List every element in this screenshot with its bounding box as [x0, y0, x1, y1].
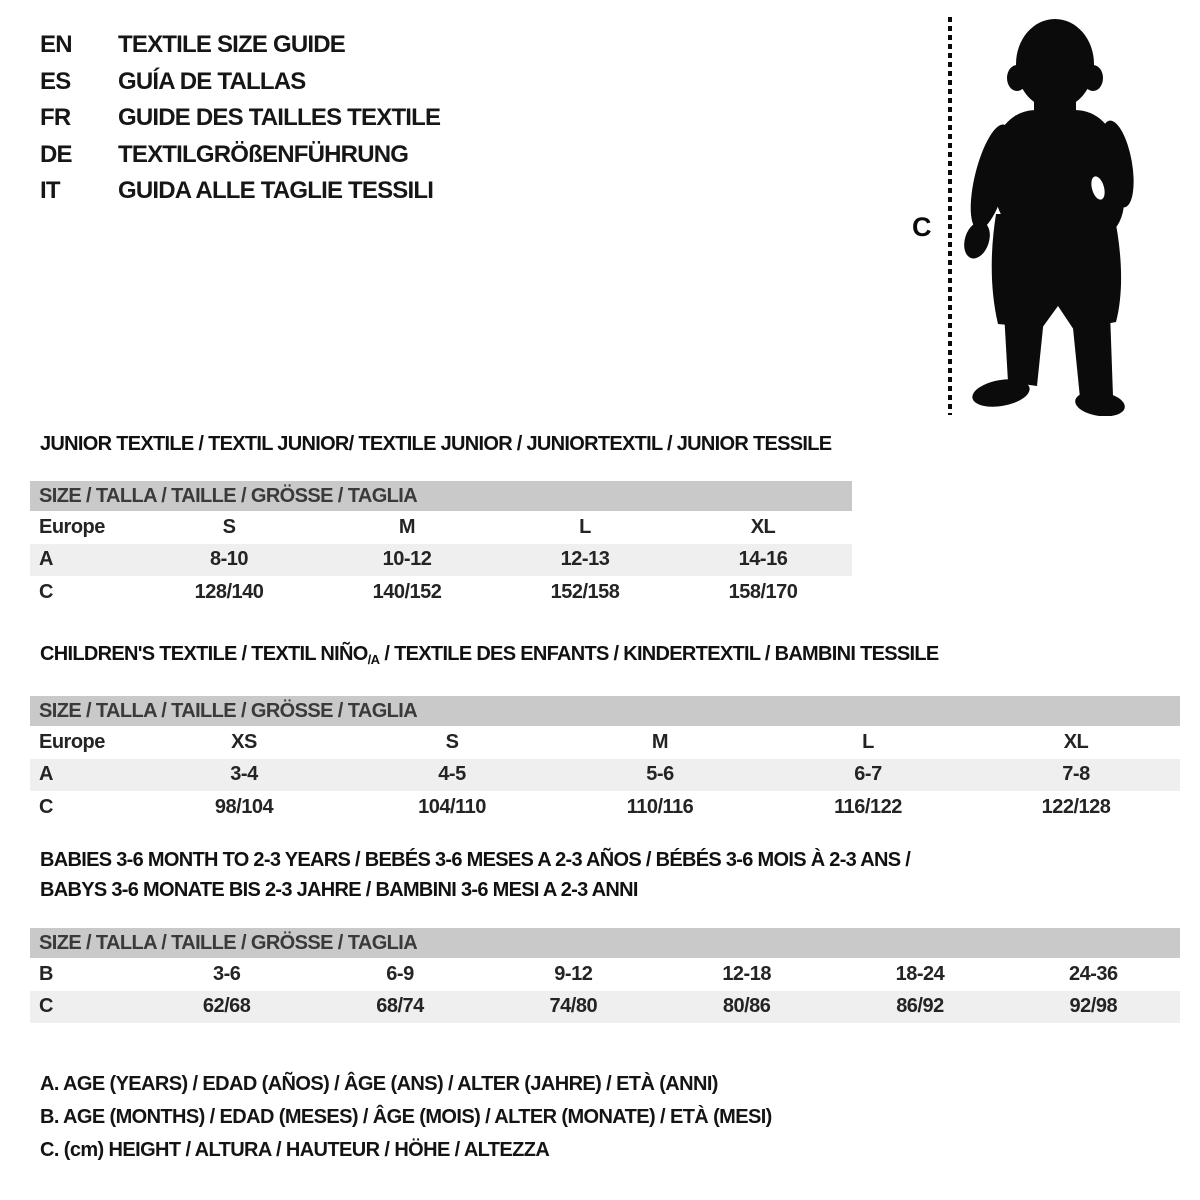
footnote-b: B. AGE (MONTHS) / EDAD (MESES) / ÂGE (MOIS) / ALTER (MONATE) / ETÀ (MESI): [40, 1106, 772, 1128]
value-cell: 5-6: [646, 763, 674, 786]
table-row-height: [30, 576, 852, 609]
language-code: IT: [40, 177, 60, 205]
table-row-europe: [30, 726, 1180, 759]
size-cell: S: [445, 730, 459, 753]
value-cell: 122/128: [1041, 795, 1111, 818]
language-row-fr: [40, 100, 440, 137]
value-cell: 86/92: [896, 995, 944, 1018]
language-title: GUIDA ALLE TAGLIE TESSILI: [118, 177, 434, 205]
value-cell: 9-12: [554, 962, 593, 985]
value-cell: 158/170: [728, 580, 798, 603]
size-cell: S: [222, 515, 236, 538]
value-cell: 6-9: [386, 962, 414, 985]
section-title-main: CHILDREN'S TEXTILE / TEXTIL NIÑO: [40, 643, 368, 665]
table-row-height: [30, 791, 1180, 824]
row-label: A: [39, 763, 53, 786]
row-label: A: [39, 548, 53, 571]
value-cell: 14-16: [738, 548, 788, 571]
table-row-age-months: [30, 958, 1180, 991]
language-row-it: [40, 173, 440, 210]
value-cell: 140/152: [372, 580, 442, 603]
size-cell: L: [862, 730, 874, 753]
size-header-bar: SIZE / TALLA / TAILLE / GRÖSSE / TAGLIA: [30, 481, 852, 511]
size-cell: XL: [1063, 730, 1089, 753]
value-cell: 104/110: [418, 795, 486, 818]
row-label: C: [39, 580, 53, 603]
value-cell: 10-12: [382, 548, 432, 571]
table-row-europe: [30, 511, 852, 544]
size-cell: M: [398, 515, 416, 538]
footnote-c: C. (cm) HEIGHT / ALTURA / HAUTEUR / HÖHE / ALTEZZA: [40, 1139, 550, 1161]
section-title: [30, 642, 1180, 672]
row-label: Europe: [39, 515, 105, 538]
language-code: FR: [40, 104, 71, 132]
table-row-height: [30, 991, 1180, 1024]
language-code: ES: [40, 67, 71, 95]
size-cell: XL: [750, 515, 776, 538]
footnote-a: A. AGE (YEARS) / EDAD (AÑOS) / ÂGE (ANS) / ALTER (JAHRE) / ETÀ (ANNI): [40, 1073, 718, 1095]
size-cell: XS: [231, 730, 257, 753]
row-label: C: [39, 795, 53, 818]
section-title-line2: BABYS 3-6 MONATE BIS 2-3 JAHRE / BAMBINI 3-6 MESI A 2-3 ANNI: [40, 879, 638, 901]
value-cell: 3-4: [230, 763, 258, 786]
value-cell: 24-36: [1068, 962, 1118, 985]
size-cell: M: [651, 730, 669, 753]
size-header-bar: SIZE / TALLA / TAILLE / GRÖSSE / TAGLIA: [30, 928, 1180, 958]
value-cell: 80/86: [722, 995, 771, 1018]
row-label: C: [39, 995, 53, 1018]
value-cell: 92/98: [1069, 995, 1118, 1018]
size-cell: L: [579, 515, 591, 538]
section-title-subscript: /A: [367, 652, 380, 667]
section-title-rest: / TEXTILE DES ENFANTS / KINDERTEXTIL / BAMBINI TESSILE: [379, 643, 939, 665]
language-code: EN: [40, 31, 72, 59]
value-cell: 18-24: [895, 962, 945, 985]
value-cell: 68/74: [376, 995, 424, 1018]
value-cell: 12-18: [722, 962, 771, 985]
size-header-bar: SIZE / TALLA / TAILLE / GRÖSSE / TAGLIA: [30, 696, 1180, 726]
language-title: GUÍA DE TALLAS: [118, 67, 306, 95]
value-cell: 74/80: [549, 995, 598, 1018]
value-cell: 116/122: [834, 795, 902, 818]
section-children-textile: [30, 642, 1180, 824]
value-cell: 4-5: [438, 763, 466, 786]
value-cell: 98/104: [214, 795, 274, 818]
footnotes: [40, 1068, 772, 1167]
value-cell: 62/68: [202, 995, 251, 1018]
value-cell: 3-6: [212, 962, 241, 985]
value-cell: 8-10: [209, 548, 249, 571]
language-code: DE: [40, 140, 72, 168]
language-title: GUIDE DES TAILLES TEXTILE: [118, 104, 441, 132]
language-title: TEXTILGRÖßENFÜHRUNG: [118, 140, 409, 168]
language-title: TEXTILE SIZE GUIDE: [118, 31, 345, 59]
row-label: Europe: [39, 730, 105, 753]
table-row-age: [30, 544, 852, 577]
height-measure-label: C: [912, 212, 931, 242]
language-legend: [40, 27, 440, 210]
language-row-es: [40, 64, 440, 101]
language-row-en: [40, 27, 440, 64]
value-cell: 110/116: [626, 795, 694, 818]
value-cell: 7-8: [1062, 763, 1090, 786]
value-cell: 6-7: [854, 763, 882, 786]
row-label: B: [39, 962, 53, 985]
section-title: JUNIOR TEXTILE / TEXTIL JUNIOR/ TEXTILE JUNIOR / JUNIORTEXTIL / JUNIOR TESSILE: [40, 433, 832, 455]
height-dashed-line: [948, 17, 952, 415]
section-title-line1: BABIES 3-6 MONTH TO 2-3 YEARS / BEBÉS 3-6 MESES A 2-3 AÑOS / BÉBÉS 3-6 MOIS À 2-3 ANS /: [40, 849, 911, 871]
toddler-silhouette-icon: [960, 14, 1140, 416]
value-cell: 128/140: [194, 580, 264, 603]
value-cell: 12-13: [560, 548, 610, 571]
language-row-de: [40, 137, 440, 174]
section-babies-textile: [30, 845, 1180, 1023]
value-cell: 152/158: [550, 580, 620, 603]
table-row-age: [30, 759, 1180, 792]
section-junior-textile: [30, 432, 852, 609]
